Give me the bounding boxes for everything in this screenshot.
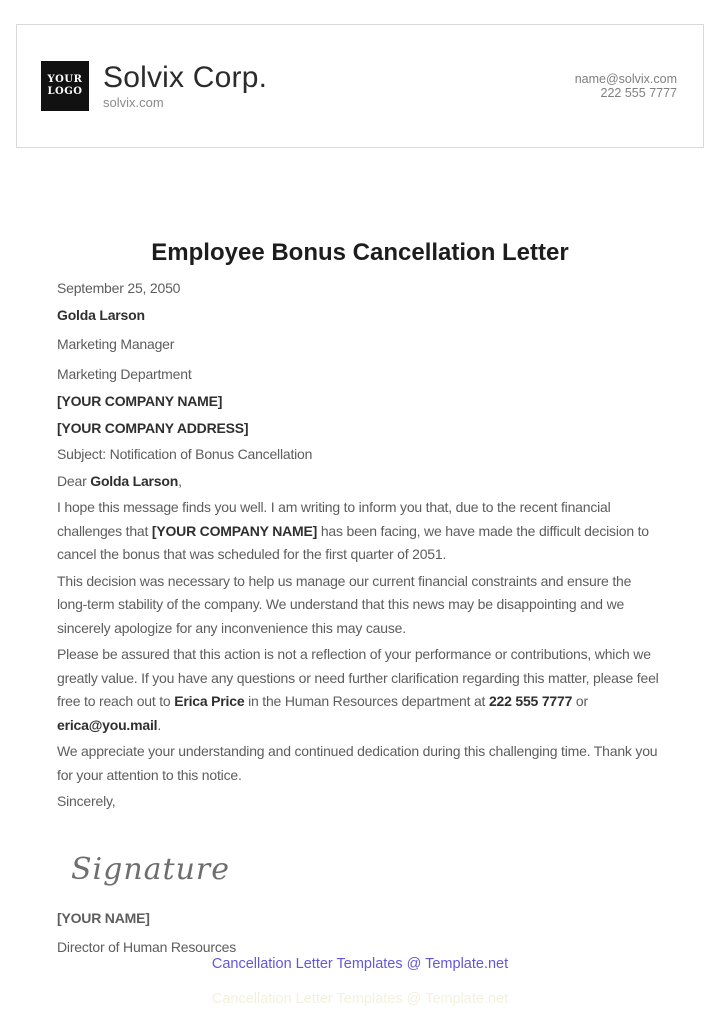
company-logo: [41, 61, 89, 111]
paragraph-4: [57, 740, 663, 787]
recipient-name: Golda Larson: [57, 306, 145, 323]
text-segment: Dear: [57, 472, 91, 489]
company-name-placeholder: [YOUR COMPANY NAME]: [57, 393, 223, 409]
paragraph-1: [57, 496, 663, 567]
text-segment: [YOUR COMPANY NAME]: [151, 522, 318, 539]
text-segment: .: [157, 716, 162, 733]
text-segment: erica@you.mail: [57, 716, 158, 733]
contact-phone: 222 555 7777: [600, 86, 677, 100]
contact-email: name@solvix.com: [574, 72, 677, 86]
text-segment: Please be assured that this action is not a reflection of your performance or contributions, which we greatly value. If you have any questions or need further clarification regarding this matter, please feel free to reach out to: [57, 646, 659, 709]
text-segment: has been facing, we have made the difficult decision to cancel the bonus that was scheduled for the first quarter of 2051.: [57, 522, 649, 562]
letter-date: September 25, 2050: [57, 280, 181, 296]
brand-block: [103, 62, 267, 110]
footer: [0, 955, 720, 973]
salutation: [57, 470, 663, 494]
paragraph-3: [57, 643, 663, 737]
text-segment: ,: [178, 472, 182, 489]
letter-title: Employee Bonus Cancellation Letter: [151, 239, 569, 266]
signer-name-placeholder: [YOUR NAME]: [57, 909, 150, 926]
letterhead: [16, 24, 704, 148]
company-name: Solvix Corp.: [103, 61, 268, 94]
contact-block: [575, 72, 677, 100]
text-segment: or: [572, 693, 588, 709]
text-segment: This decision was necessary to help us manage our current financial constraints and ensure the long-term stability of the company. We understand that this news may be disappointing and we sincerely apologize for any inconvenience this may cause.: [57, 572, 632, 636]
text-segment: We appreciate your understanding and continued dedication during this challenging time. Thank you for your attention to this notice.: [57, 743, 658, 783]
signer-title: Director of Human Resources: [57, 939, 236, 955]
text-segment: in the Human Resources department at: [244, 693, 489, 709]
letter-body: [57, 238, 663, 963]
signature-script: Signature: [71, 851, 231, 887]
footer-watermark: Cancellation Letter Templates @ Template.net: [211, 991, 509, 1007]
closing: Sincerely,: [57, 793, 116, 809]
template-net-link[interactable]: Cancellation Letter Templates @ Template.net: [211, 956, 509, 972]
subject-line: Subject: Notification of Bonus Cancellation: [57, 446, 313, 462]
company-website: solvix.com: [103, 95, 164, 110]
recipient-title: Marketing Manager: [57, 336, 175, 352]
logo-text-line2: LOGO: [47, 86, 83, 97]
logo-text-line1: YOUR: [47, 74, 83, 85]
recipient-department: Marketing Department: [57, 365, 192, 382]
paragraph-2: [57, 570, 663, 641]
text-segment: I hope this message finds you well. I am writing to inform you that, due to the recent financial challenges that: [57, 499, 611, 539]
company-address-placeholder: [YOUR COMPANY ADDRESS]: [57, 419, 249, 436]
text-segment: 222 555 7777: [488, 693, 573, 709]
text-segment: Erica Price: [174, 693, 245, 709]
text-segment: Golda Larson: [90, 472, 179, 489]
